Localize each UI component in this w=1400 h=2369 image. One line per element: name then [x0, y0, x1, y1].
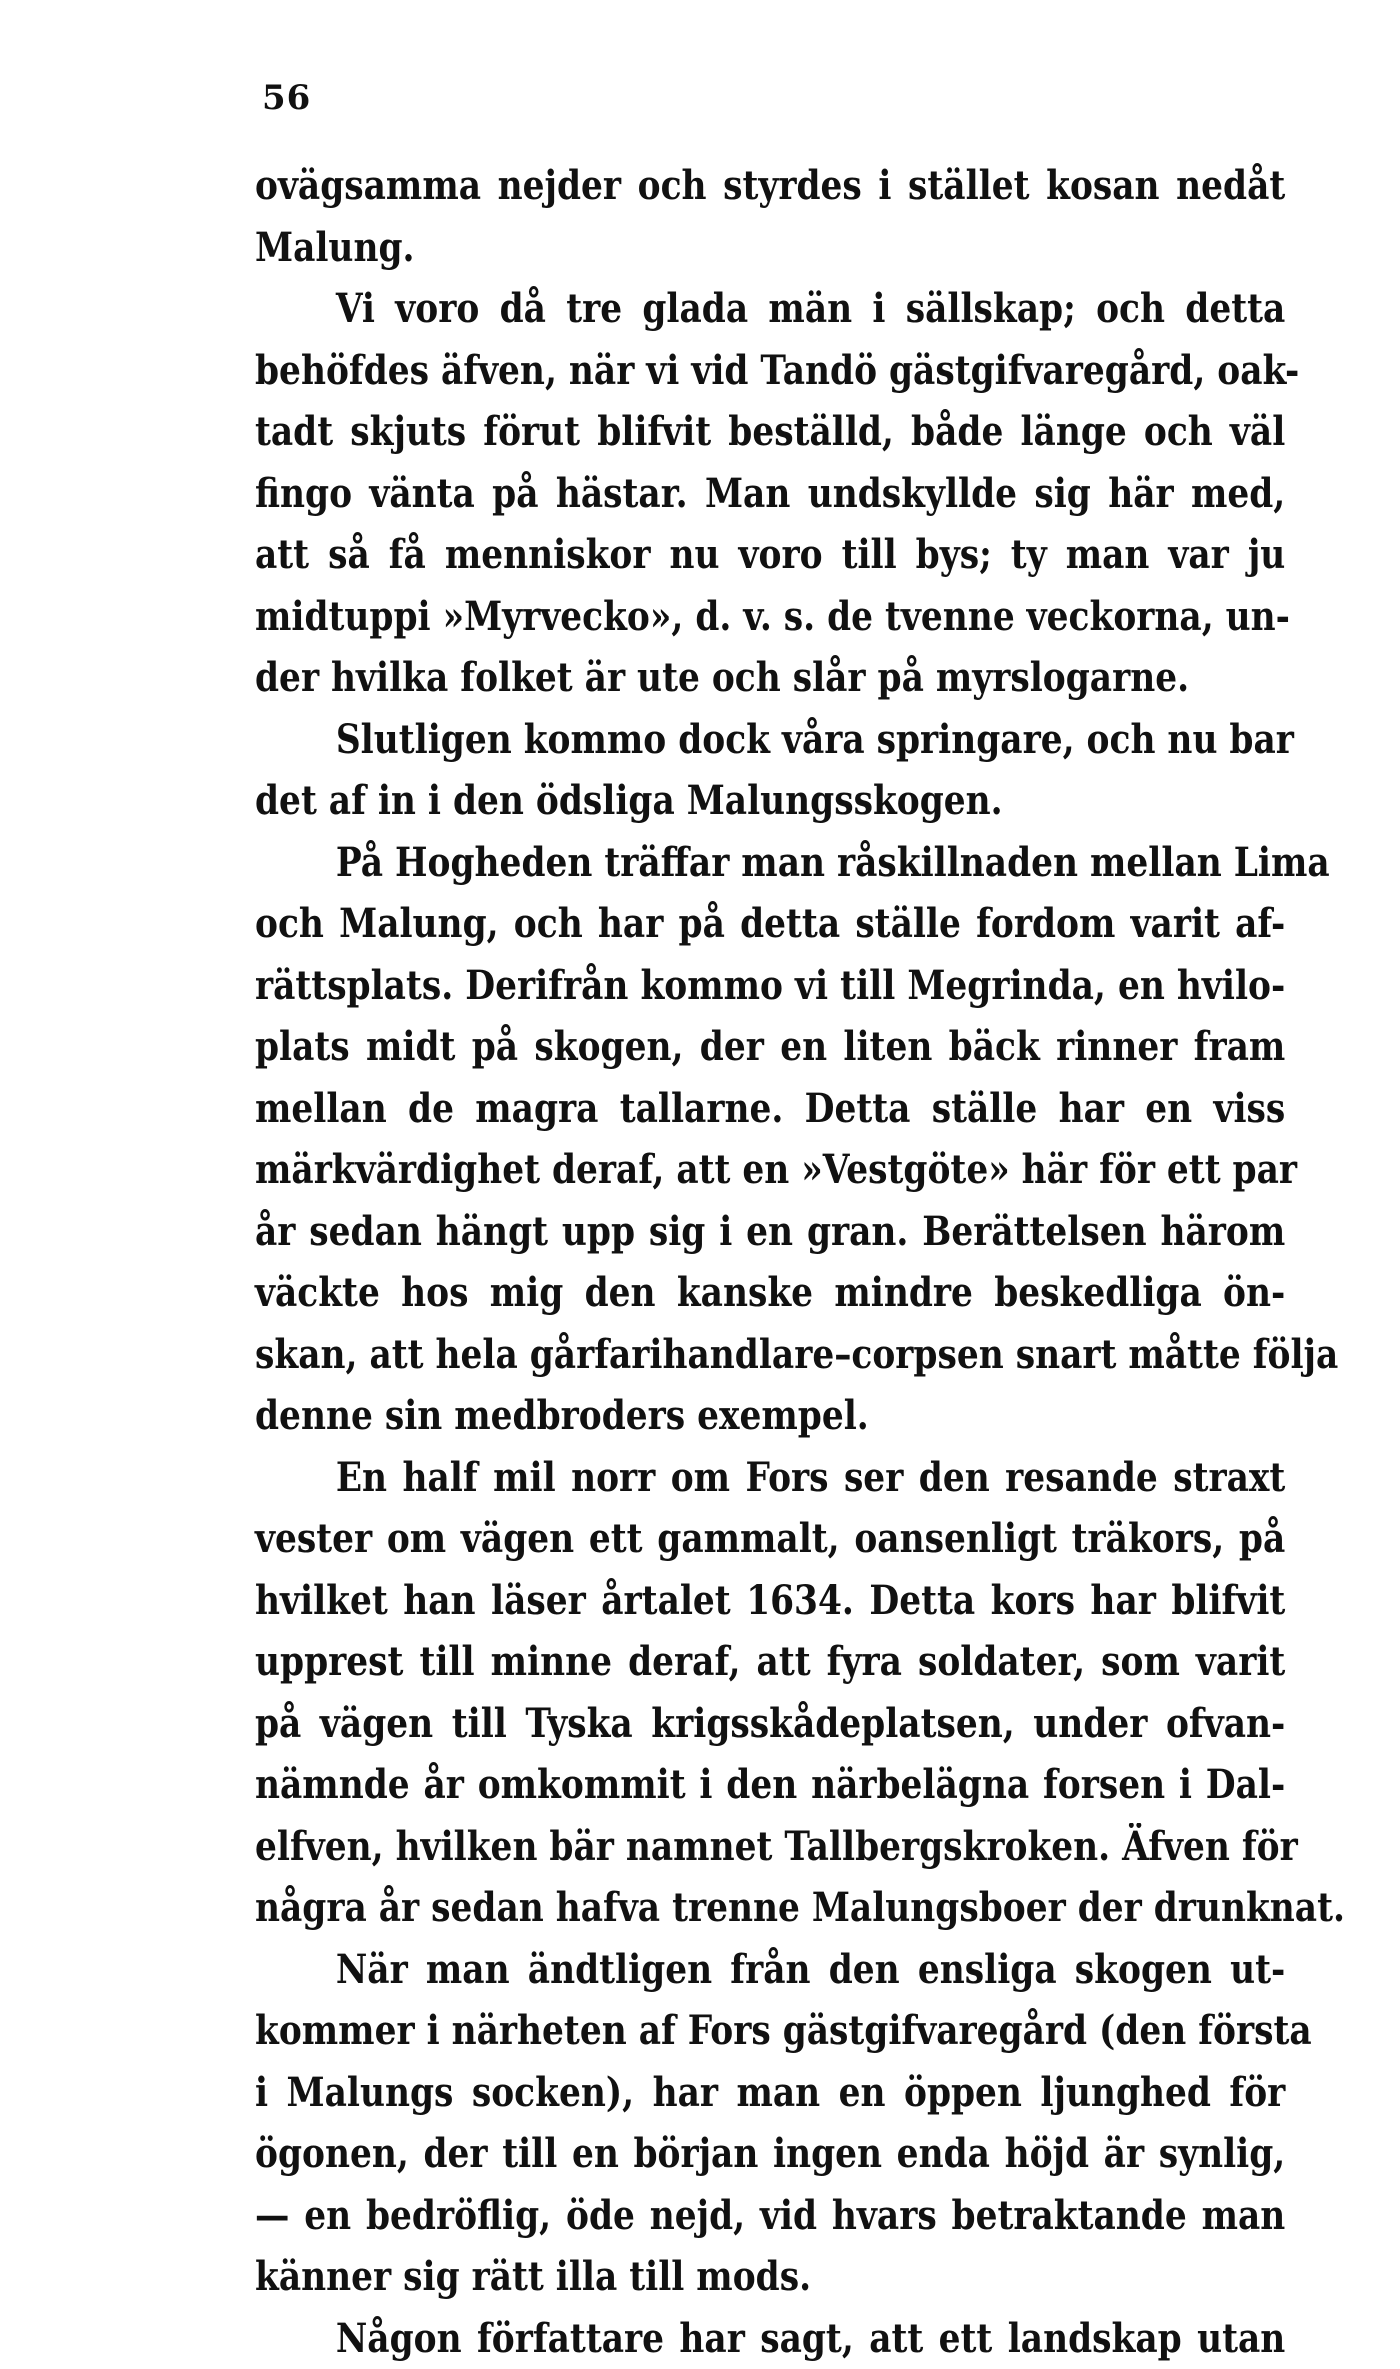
text-line: När man ändtligen från den ensliga skogen ut-	[255, 1939, 1285, 2001]
text-line: På Hogheden träffar man råskillnaden mellan Lima	[255, 832, 1285, 894]
text-line: plats midt på skogen, der en liten bäck rinner fram	[255, 1016, 1285, 1078]
text-line: Någon författare har sagt, att ett landskap utan	[255, 2308, 1285, 2369]
body-text	[255, 155, 1285, 2369]
text-line: hvilket han läser årtalet 1634. Detta kors har blifvit	[255, 1570, 1285, 1632]
text-line: skan, att hela gårfarihandlare–corpsen snart måtte följa	[255, 1324, 1285, 1386]
text-line: känner sig rätt illa till mods.	[255, 2246, 1285, 2308]
text-line: märkvärdighet deraf, att en »Vestgöte» här för ett par	[255, 1139, 1285, 1201]
text-line: i Malungs socken), har man en öppen ljunghed för	[255, 2062, 1285, 2124]
page-number: 56	[262, 78, 311, 118]
text-line: mellan de magra tallarne. Detta ställe har en viss	[255, 1078, 1285, 1140]
text-line: fingo vänta på hästar. Man undskyllde sig här med,	[255, 463, 1285, 525]
text-line: nämnde år omkommit i den närbelägna forsen i Dal-	[255, 1754, 1285, 1816]
text-line: En half mil norr om Fors ser den resande straxt	[255, 1447, 1285, 1509]
text-line: midtuppi »Myrvecko», d. v. s. de tvenne veckorna, un-	[255, 586, 1285, 648]
text-line: ovägsamma nejder och styrdes i stället kosan nedåt	[255, 155, 1285, 217]
text-line: några år sedan hafva trenne Malungsboer der drunknat.	[255, 1877, 1285, 1939]
text-line: ögonen, der till en början ingen enda höjd är synlig,	[255, 2123, 1285, 2185]
text-line: elfven, hvilken bär namnet Tallbergskroken. Äfven för	[255, 1816, 1285, 1878]
text-line: år sedan hängt upp sig i en gran. Berättelsen härom	[255, 1201, 1285, 1263]
text-line: — en bedröflig, öde nejd, vid hvars betraktande man	[255, 2185, 1285, 2247]
text-line: och Malung, och har på detta ställe fordom varit af-	[255, 893, 1285, 955]
text-line: väckte hos mig den kanske mindre beskedliga ön-	[255, 1262, 1285, 1324]
text-line: Vi voro då tre glada män i sällskap; och detta	[255, 278, 1285, 340]
text-line: på vägen till Tyska krigsskådeplatsen, under ofvan-	[255, 1693, 1285, 1755]
text-line: det af in i den ödsliga Malungsskogen.	[255, 770, 1285, 832]
text-line: Slutligen kommo dock våra springare, och nu bar	[255, 709, 1285, 771]
text-line: Malung.	[255, 217, 1285, 279]
text-line: vester om vägen ett gammalt, oansenligt träkors, på	[255, 1508, 1285, 1570]
text-line: der hvilka folket är ute och slår på myrslogarne.	[255, 647, 1285, 709]
text-line: rättsplats. Derifrån kommo vi till Megrinda, en hvilo-	[255, 955, 1285, 1017]
text-line: att så få menniskor nu voro till bys; ty man var ju	[255, 524, 1285, 586]
text-line: behöfdes äfven, när vi vid Tandö gästgifvaregård, oak-	[255, 340, 1285, 402]
text-line: kommer i närheten af Fors gästgifvaregård (den första	[255, 2000, 1285, 2062]
text-line: upprest till minne deraf, att fyra soldater, som varit	[255, 1631, 1285, 1693]
text-line: tadt skjuts förut blifvit beställd, både länge och väl	[255, 401, 1285, 463]
text-line: denne sin medbroders exempel.	[255, 1385, 1285, 1447]
